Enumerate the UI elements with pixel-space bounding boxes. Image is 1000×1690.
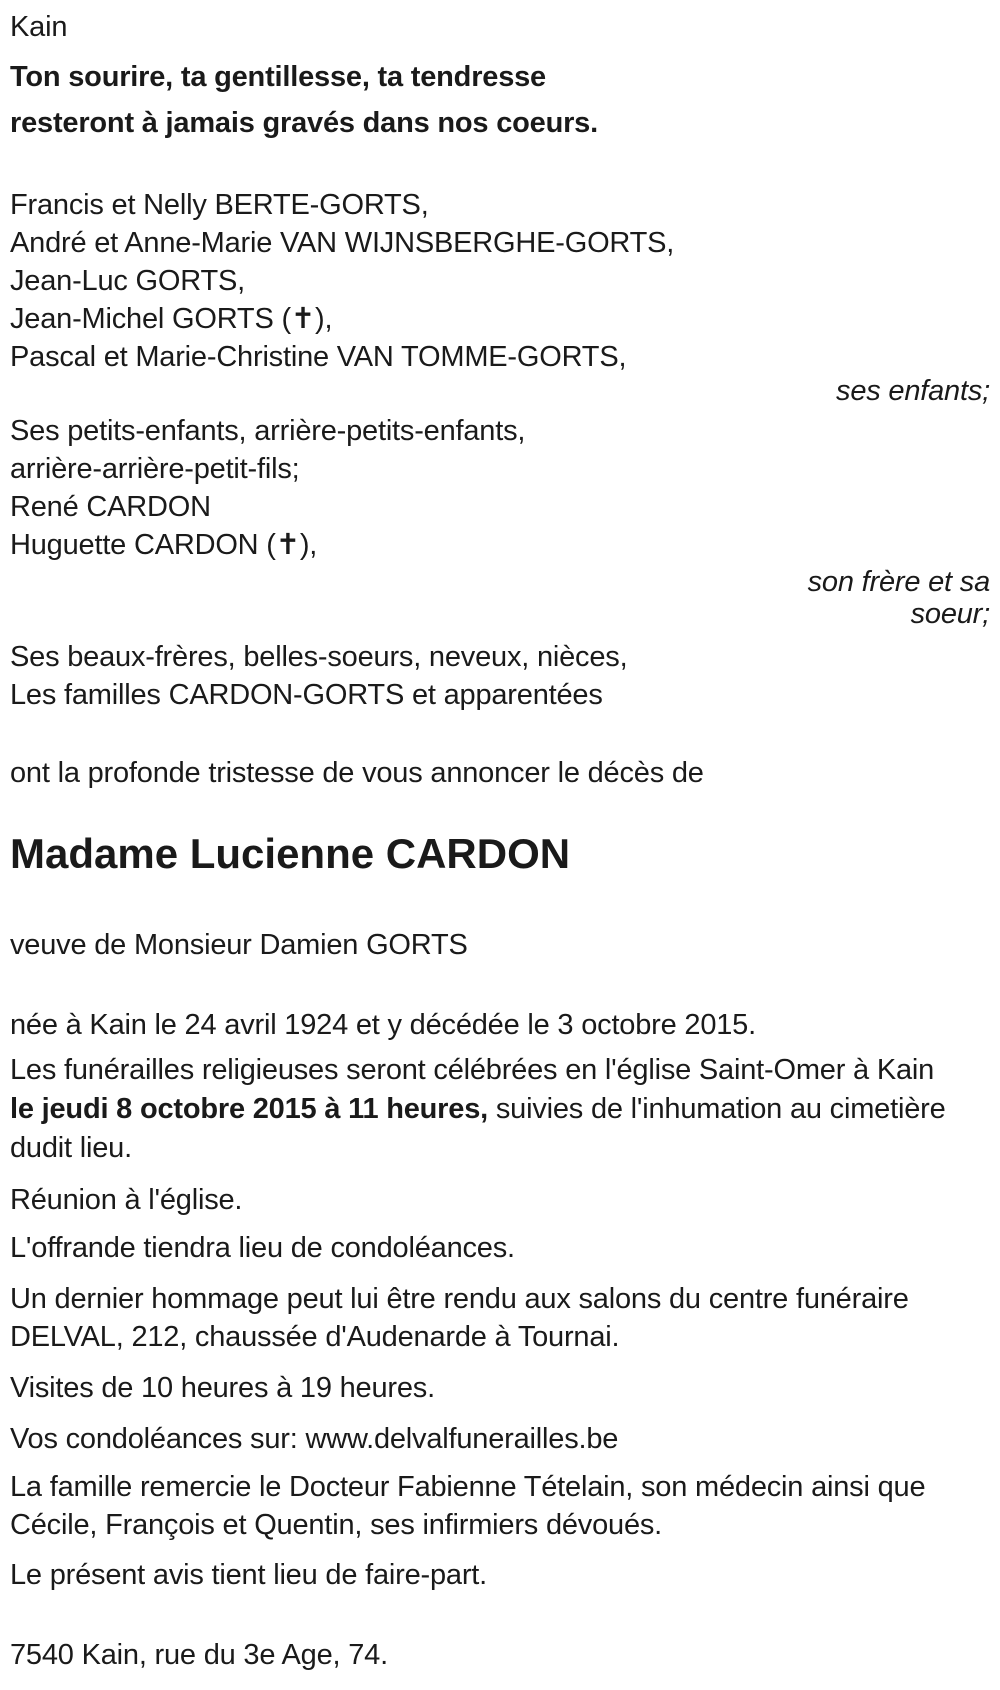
family-member-line: Ses beaux-frères, belles-soeurs, neveux, nièces, xyxy=(10,641,628,673)
family-member-line: Jean-Luc GORTS, xyxy=(10,265,246,297)
ceremony-line xyxy=(10,1090,990,1129)
tribute-line: DELVAL, 212, chaussée d'Audenarde à Tournai. xyxy=(10,1321,620,1353)
tribute-line: Un dernier hommage peut lui être rendu aux salons du centre funéraire xyxy=(10,1283,909,1315)
meeting-line: Réunion à l'église. xyxy=(10,1184,243,1216)
life-dates-line: née à Kain le 24 avril 1924 et y décédée le 3 octobre 2015. xyxy=(10,1009,756,1041)
death-notice-document xyxy=(10,8,990,1674)
notice-line: Le présent avis tient lieu de faire-part. xyxy=(10,1559,488,1591)
family-member-line: André et Anne-Marie VAN WIJNSBERGHE-GORTS, xyxy=(10,227,675,259)
condolences-url: www.delvalfunerailles.be xyxy=(305,1423,619,1455)
family-member-line: Huguette CARDON (✝), xyxy=(10,529,318,561)
epitaph-line: resteront à jamais gravés dans nos coeurs. xyxy=(10,107,598,139)
ceremony-datetime: le jeudi 8 octobre 2015 à 11 heures, xyxy=(10,1093,488,1125)
announcement-intro: ont la profonde tristesse de vous annoncer le décès de xyxy=(10,757,704,789)
role-label: son frère et sa xyxy=(807,566,990,598)
widow-of-line: veuve de Monsieur Damien GORTS xyxy=(10,929,468,961)
family-member-line: arrière-arrière-petit-fils; xyxy=(10,453,300,485)
family-member-line: Jean-Michel GORTS (✝), xyxy=(10,303,333,335)
place-name: Kain xyxy=(10,11,68,43)
role-label: soeur; xyxy=(910,598,990,630)
ceremony-line-rest: suivies de l'inhumation au cimetière xyxy=(487,1093,946,1125)
offering-line: L'offrande tiendra lieu de condoléances. xyxy=(10,1232,515,1264)
family-member-line: Francis et Nelly BERTE-GORTS, xyxy=(10,189,429,221)
thanks-line: Cécile, François et Quentin, ses infirmiers dévoués. xyxy=(10,1509,663,1541)
condolences-line xyxy=(10,1420,990,1458)
children-list xyxy=(10,186,990,376)
family-member-line: Les familles CARDON-GORTS et apparentées xyxy=(10,679,603,711)
thanks-line: La famille remercie le Docteur Fabienne Tételain, son médecin ainsi que xyxy=(10,1471,926,1503)
epitaph xyxy=(10,54,990,146)
relatives-list xyxy=(10,638,990,714)
role-label: ses enfants; xyxy=(836,375,990,407)
thanks-paragraph xyxy=(10,1468,990,1544)
visits-line: Visites de 10 heures à 19 heures. xyxy=(10,1372,435,1404)
family-member-line: René CARDON xyxy=(10,491,211,523)
address-line: 7540 Kain, rue du 3e Age, 74. xyxy=(10,1639,388,1671)
ceremony-line: Les funérailles religieuses seront célébrées en l'église Saint-Omer à Kain xyxy=(10,1054,935,1086)
tribute-paragraph xyxy=(10,1280,990,1356)
funeral-ceremony-paragraph xyxy=(10,1051,990,1168)
family-member-line: Pascal et Marie-Christine VAN TOMME-GORTS, xyxy=(10,341,627,373)
family-member-line: Ses petits-enfants, arrière-petits-enfants, xyxy=(10,415,526,447)
siblings-role xyxy=(10,566,990,630)
grandchildren-list xyxy=(10,412,990,564)
deceased-name: Madame Lucienne CARDON xyxy=(10,830,571,877)
children-role xyxy=(10,376,990,406)
ceremony-line: dudit lieu. xyxy=(10,1132,132,1164)
epitaph-line: Ton sourire, ta gentillesse, ta tendresse xyxy=(10,61,546,93)
condolences-label: Vos condoléances sur: xyxy=(10,1423,298,1455)
